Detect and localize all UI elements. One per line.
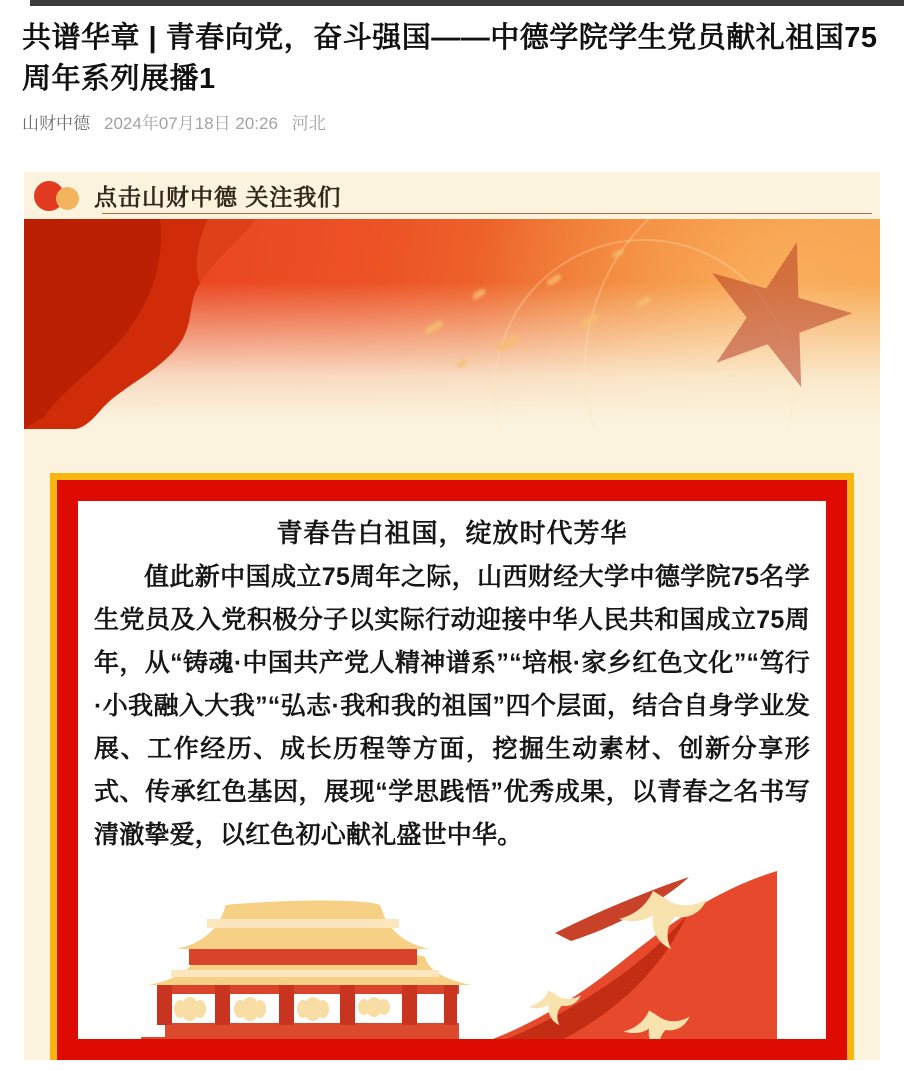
article-content — [24, 172, 880, 1060]
sparkle-icon — [471, 288, 486, 301]
publish-datetime: 2024年07月18日 20:26 — [104, 114, 278, 134]
follow-banner[interactable] — [24, 172, 880, 219]
article-card — [57, 480, 847, 1060]
card-paragraph: 值此新中国成立75周年之际，山西财经大学中德学院75名学生党员及入党积极分子以实际行动迎接中华人民共和国成立75周年，从“铸魂·中国共产党人精神谱系”“培根·家乡红色文化”“笃行·小我融入大我”“弘志·我和我的祖国”四个层面，结合自身学业发展、工作经历、成长历程等方面，挖掘生动素材、创新分享形式、传承红色基因，展现“学思践悟”优秀成果，以青春之名书写清澈挚爱，以红色初心献礼盛世中华。 — [94, 563, 810, 850]
article-header — [0, 6, 904, 134]
tiananmen-gate-icon — [141, 901, 471, 1061]
overlapping-circles-icon — [32, 177, 82, 215]
banner-divider — [102, 213, 872, 214]
follow-banner-label: 点击山财中德 关注我们 — [94, 184, 342, 211]
red-flag-drape-icon — [24, 219, 324, 429]
article-meta — [22, 109, 882, 134]
page-title: 共谱华章 | 青春向党，奋斗强国——中德学院学生党员献礼祖国75周年系列展播1 — [22, 22, 878, 96]
publish-location: 河北 — [291, 114, 326, 134]
glow-ring — [584, 219, 880, 429]
account-name-link[interactable]: 山财中德 — [22, 114, 90, 134]
hero-image — [24, 219, 880, 429]
sparkle-icon — [456, 359, 469, 370]
tiananmen-illustration — [127, 871, 777, 1060]
sparkle-icon — [424, 320, 445, 337]
card-heading: 青春告白祖国，绽放时代芳华 — [276, 518, 628, 549]
